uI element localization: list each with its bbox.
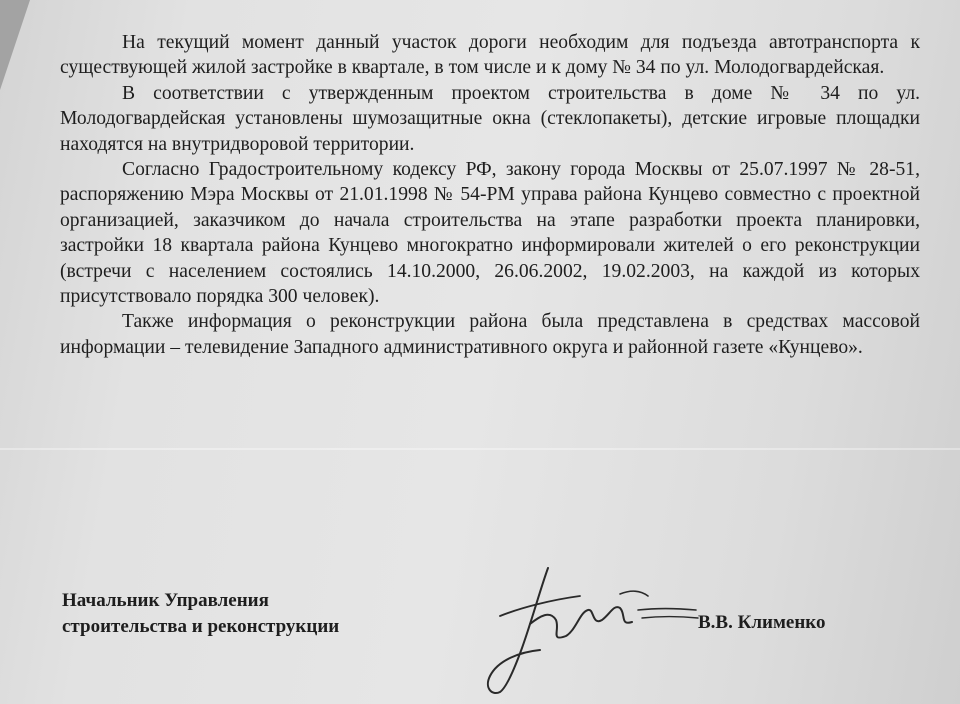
- paragraph-resident-information: Согласно Градостроительному кодексу РФ, закону города Москвы от 25.07.1997 № 28-51, распоряжению Мэра Москвы от 21.01.1998 № 54-РМ управа района Кунцево совместно с проектной организацией, заказчиком до начала строительства на этапе разработки проекта планировки, застройки 18 квартала района Кунцево многократно информировали жителей о его реконструкции (встречи с населением состоялись 14.10.2000, 26.06.2002, 19.02.2003, на каждой из которых присутствовало порядка 300 человек).: [60, 159, 920, 308]
- paper-fold-line: [0, 448, 960, 450]
- paragraph-media-coverage: Также информация о реконструкции района была представлена в средствах массовой информации – телевидение Западного административного округа и районной газете «Кунцево».: [60, 311, 920, 358]
- paragraph-noise-windows: В соответствии с утвержденным проектом строительства в доме № 34 по ул. Молодогвардейская установлены шумозащитные окна (стеклопакеты), детские игровые площадки находятся на внутридворовой территории.: [60, 82, 920, 155]
- letter-body: [60, 30, 920, 360]
- signatory-title: [62, 588, 339, 640]
- handwritten-signature: [470, 560, 710, 700]
- signatory-title-line-2: строительства и реконструкции: [62, 616, 340, 637]
- paragraph-road-access: На текущий момент данный участок дороги необходим для подъезда автотранспорта к существующей жилой застройке в квартале, в том числе и к дому № 34 по ул. Молодогвардейская.: [60, 32, 920, 79]
- signatory-name: В.В. Клименко: [698, 612, 826, 633]
- signatory-title-line-1: Начальник Управления: [62, 590, 269, 611]
- page-corner-shadow: [0, 0, 30, 90]
